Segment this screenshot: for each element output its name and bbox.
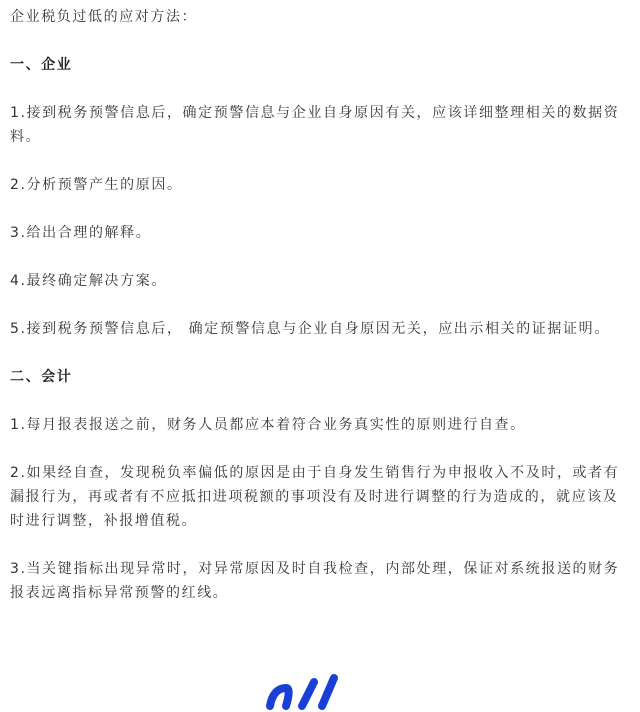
list-item: 2.如果经自查，发现税负率偏低的原因是由于自身发生销售行为申报收入不及时，或者有漏报行为，再或者有不应抵扣进项税额的事项没有及时进行调整的行为造成的，就应该及时进行调整，补报增值税。 (10, 465, 620, 529)
logo-stroke (322, 678, 334, 706)
list-item: 1.每月报表报送之前，财务人员都应本着符合业务真实性的原则进行自查。 (10, 417, 526, 433)
article-body (10, 5, 620, 629)
list-item: 3.给出合理的解释。 (10, 225, 152, 241)
section-heading-accounting: 二、会计 (10, 369, 73, 385)
list-item: 5.接到税务预警信息后， 确定预警信息与企业自身原因无关，应出示相关的证据证明。 (10, 321, 610, 337)
list-item: 3.当关键指标出现异常时，对异常原因及时自我检查，内部处理，保证对系统报送的财务报表远离指标异常预警的红线。 (10, 561, 620, 601)
article-title: 企业税负过低的应对方法： (10, 9, 198, 25)
logo-stroke (270, 688, 289, 706)
section-heading-enterprise: 一、企业 (10, 57, 73, 73)
brand-logo-icon (262, 672, 352, 712)
logo-stroke (302, 682, 314, 706)
list-item: 2.分析预警产生的原因。 (10, 177, 183, 193)
list-item: 1.接到税务预警信息后，确定预警信息与企业自身原因有关，应该详细整理相关的数据资料。 (10, 105, 620, 145)
list-item: 4.最终确定解决方案。 (10, 273, 167, 289)
